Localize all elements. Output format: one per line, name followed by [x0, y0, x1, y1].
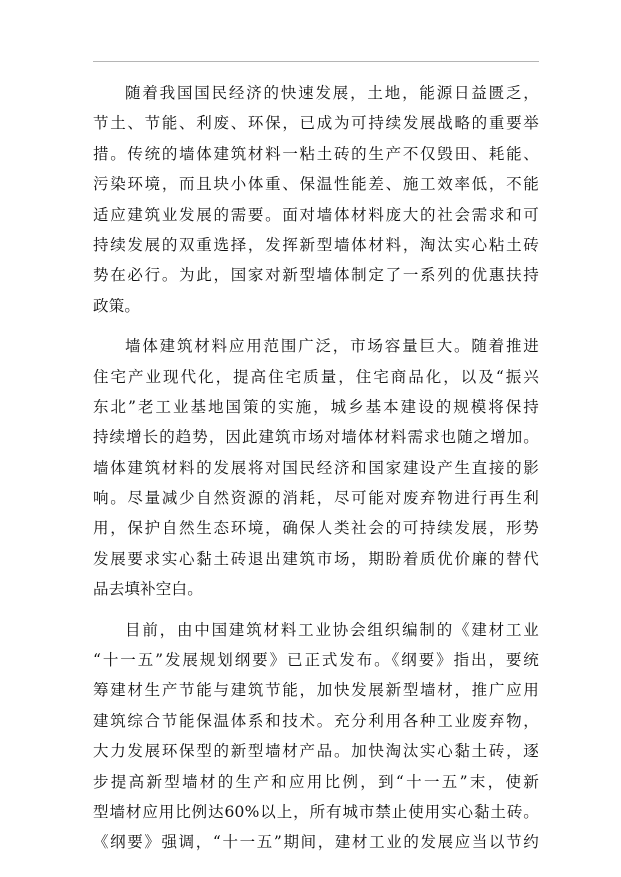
text-line: 住宅产业现代化，提高住宅质量，住宅商品化，以及“振兴 [93, 367, 539, 386]
paragraph [93, 615, 539, 858]
text-line: 东北”老工业基地国策的实施，城乡基本建设的规模将保持 [93, 397, 539, 416]
text-line: 响。尽量减少自然资源的消耗，尽可能对废弃物进行再生利 [93, 489, 539, 508]
text-line: 适应建筑业发展的需要。面对墙体材料庞大的社会需求和可 [93, 205, 539, 224]
text-line: 筹建材生产节能与建筑节能，加快发展新型墙材，推广应用 [93, 681, 539, 700]
text-line: 用，保护自然生态环境，确保人类社会的可持续发展，形势 [93, 519, 539, 538]
text-line: 持续发展的双重选择，发挥新型墙体材料，淘汰实心粘土砖 [93, 235, 539, 254]
text-line: “十一五”发展规划纲要》已正式发布。《纲要》指出，要统 [93, 651, 539, 670]
text-line: 《纲要》强调，“十一五”期间，建材工业的发展应当以节约 [93, 833, 539, 852]
text-line: 步提高新型墙材的生产和应用比例，到“十一五”末，使新 [93, 772, 539, 791]
text-line: 随着我国国民经济的快速发展，土地，能源日益匮乏， [125, 84, 539, 102]
text-line: 品去填补空白。 [93, 580, 203, 599]
text-line: 建筑综合节能保温体系和技术。充分利用各种工业废弃物， [93, 711, 539, 730]
text-line: 措。传统的墙体建筑材料一粘土砖的生产不仅毁田、耗能、 [93, 144, 539, 163]
text-line: 大力发展环保型的新型墙材产品。加快淘汰实心黏土砖，逐 [93, 742, 539, 761]
text-line: 目前，由中国建筑材料工业协会组织编制的《建材工业 [125, 620, 539, 639]
paragraph [93, 331, 539, 605]
text-line: 持续增长的趋势，因此建筑市场对墙体材料需求也随之增加。 [93, 428, 539, 447]
text-line: 发展要求实心黏土砖退出建筑市场，期盼着质优价廉的替代 [93, 549, 539, 568]
document-body [93, 78, 539, 858]
text-line: 势在必行。为此，国家对新型墙体制定了一系列的优惠扶持 [93, 266, 539, 285]
text-line: 节土、节能、利废、环保，已成为可持续发展战略的重要举 [93, 114, 539, 133]
header-rule [93, 61, 539, 62]
text-line: 型墙材应用比例达60%以上，所有城市禁止使用实心黏土砖。 [93, 802, 539, 821]
text-line: 墙体建筑材料的发展将对国民经济和国家建设产生直接的影 [93, 458, 539, 477]
text-line: 政策。 [93, 296, 141, 315]
text-line: 污染环境，而且块小体重、保温性能差、施工效率低，不能 [93, 175, 539, 194]
text-line: 墙体建筑材料应用范围广泛，市场容量巨大。随着推进 [125, 337, 539, 356]
paragraph [93, 78, 539, 321]
